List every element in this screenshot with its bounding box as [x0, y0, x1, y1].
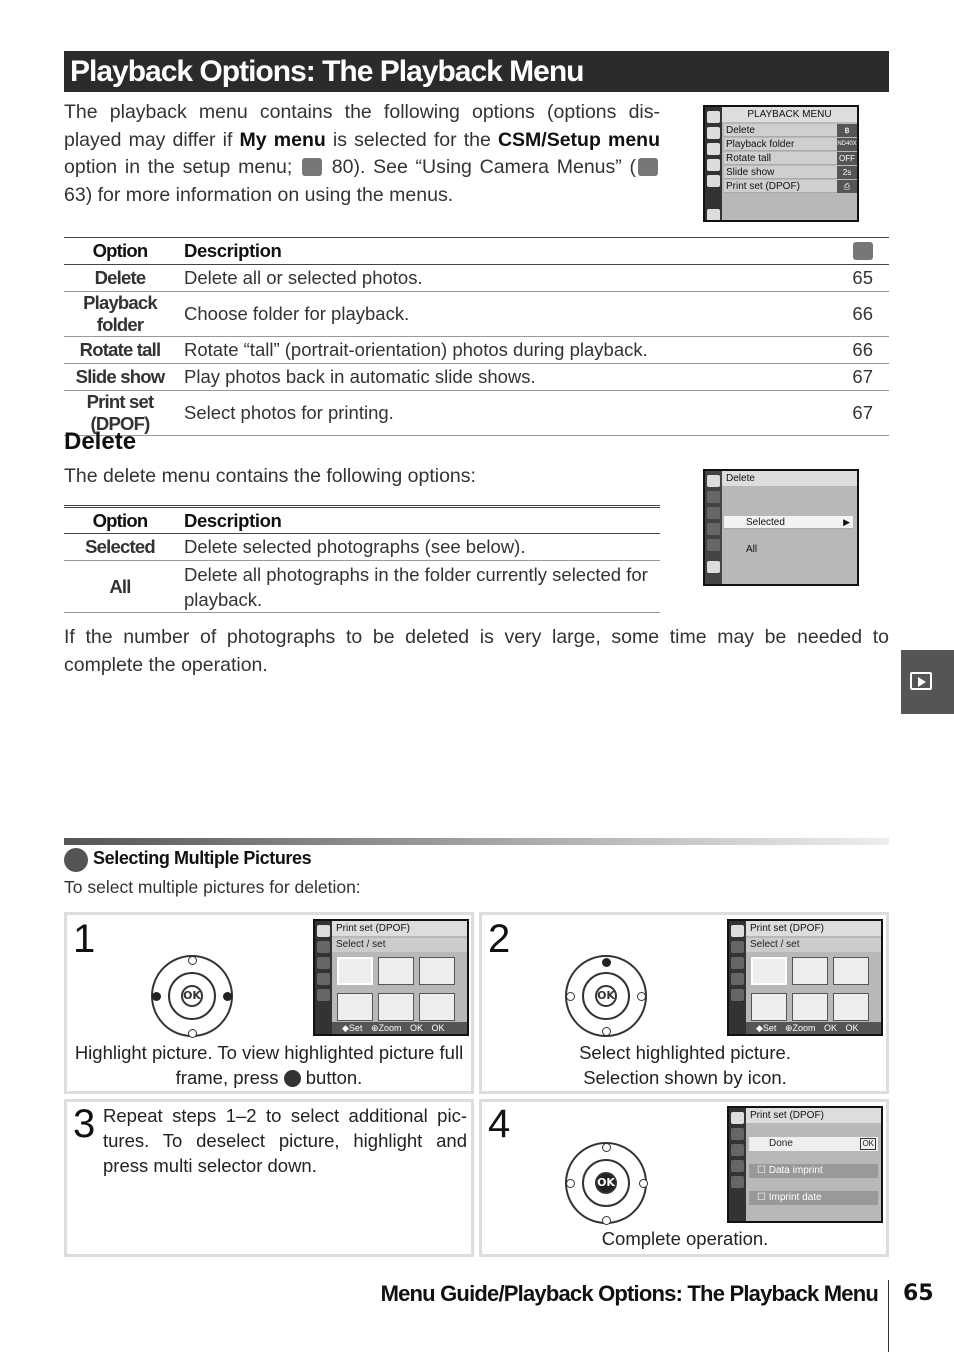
step-box-2: 2 OK Print set (DPOF) Select / set ◆Set ⊕Zoom OK OK Select highlighted picture. Selection shown by icon. [479, 912, 889, 1094]
table-row: Selected Delete selected photographs (see below). [64, 534, 660, 561]
screen-value: OFF [839, 154, 855, 163]
print-set-screen: Print set (DPOF) Select / set ◆Set ⊕Zoom OK OK [313, 919, 469, 1036]
page-reference-icon [302, 158, 322, 176]
thumbnail [378, 957, 414, 985]
left-arrow-icon [152, 992, 161, 1001]
delete-options-table [64, 505, 660, 613]
footer-title: Menu Guide/Playback Options: The Playback Menu [380, 1281, 878, 1306]
intro-text: option in the setup menu; [64, 156, 301, 178]
magnifier-icon [64, 848, 88, 872]
table-row: All Delete all photographs in the folder currently selected for playback. [64, 561, 660, 613]
intro-text: The playback menu contains the following options (options dis-played may differ if [64, 101, 660, 151]
menu-side-icons [705, 107, 722, 220]
data-imprint-row: ☐ Data imprint [749, 1164, 878, 1178]
playback-section-tab [901, 650, 954, 714]
delete-menu-screen [703, 469, 859, 586]
screen-title: PLAYBACK MENU [722, 107, 857, 122]
zoom-button-icon [284, 1070, 301, 1087]
page-number: 65 [903, 1281, 934, 1306]
page-title: Playback Options: The Playback Menu [64, 51, 889, 92]
thumbnail [833, 957, 869, 985]
playback-menu-screen [703, 105, 859, 222]
multi-selector [565, 955, 647, 1037]
step-box-1: 1 OK Print set (DPOF) Select / set ◆Set ⊕Zoom OK OK Highlight picture. To view highlighted picture full frame, press button. [64, 912, 474, 1094]
intro-bold-my-menu: My menu [239, 128, 326, 151]
thumbnail [378, 993, 414, 1021]
step-caption: Select highlighted picture. Selection shown by icon. [579, 1042, 791, 1088]
table-row: Rotate tall Rotate “tall” (portrait-orientation) photos during playback. 66 [64, 337, 889, 364]
multi-selector [565, 1142, 647, 1224]
step-caption: Highlight picture. To view highlighted picture full frame, press button. [74, 1042, 464, 1088]
ok-button-icon: OK [595, 1172, 617, 1194]
playback-icon [910, 672, 932, 690]
thumbnail [792, 957, 828, 985]
imprint-date-row: ☐ Imprint date [749, 1191, 878, 1205]
up-arrow-icon [602, 958, 611, 967]
intro-bold-csm: CSM/Setup menu [497, 128, 660, 151]
screen-value: 2s [837, 166, 857, 179]
step-box-4: 4 OK Print set (DPOF) Done OK ☐ Data imprint ☐ Imprint date Complete operation. [479, 1099, 889, 1257]
footer-divider [888, 1280, 889, 1352]
screen-row: Rotate tall [724, 152, 837, 165]
thumbnail [419, 957, 455, 985]
delete-heading: Delete [64, 428, 137, 455]
step-caption: Repeat steps 1–2 to select additional pic-tures. To deselect picture, highlight and press multi selector down. [103, 1105, 467, 1176]
screen-value: ฿ [837, 124, 857, 137]
tip-title: Selecting Multiple Pictures [93, 848, 312, 868]
multi-selector [151, 955, 233, 1037]
delete-note: If the number of photographs to be deleted is very large, some time may be needed to complete the operation. [64, 626, 889, 676]
thumbnail [419, 993, 455, 1021]
screen-row-selected: Selected ▶ [724, 516, 853, 529]
thumbnail [833, 993, 869, 1021]
print-set-done-screen: Print set (DPOF) Done OK ☐ Data imprint ☐ Imprint date [727, 1106, 883, 1223]
screen-value: ⎙ [837, 180, 857, 193]
table-header-row: Option Description [64, 507, 660, 534]
screen-row: Slide show [724, 166, 837, 179]
right-arrow-icon [223, 992, 232, 1001]
done-row: Done OK [749, 1137, 878, 1151]
thumbnail [792, 993, 828, 1021]
screen-value: ND40X [837, 138, 857, 151]
intro-paragraph [64, 99, 660, 209]
print-set-screen: Print set (DPOF) Select / set ◆Set ⊕Zoom OK OK [727, 919, 883, 1036]
table-row: Slide show Play photos back in automatic slide shows. 67 [64, 364, 889, 391]
step-box-3: 3 Repeat steps 1–2 to select additional pic-tures. To deselect picture, highlight and press multi selector down. [64, 1099, 474, 1257]
screen-row: All [724, 543, 853, 556]
table-row: Print set (DPOF) Select photos for printing. 67 [64, 391, 889, 436]
thumbnail [337, 957, 373, 985]
intro-text: 80). See “Using Camera Menus” ( [324, 156, 636, 178]
step-caption: Complete operation. [601, 1228, 769, 1249]
thumbnail [751, 993, 787, 1021]
playback-options-table [64, 237, 889, 436]
table-row: Delete Delete all or selected photos. 65 [64, 265, 889, 292]
screen-row: Delete [724, 124, 837, 137]
column-header-option: Option [92, 240, 148, 261]
thumbnail [337, 993, 373, 1021]
table-header-row [64, 238, 889, 265]
ok-button-icon: OK [181, 985, 203, 1007]
tip-intro: To select multiple pictures for deletion: [64, 877, 361, 897]
tip-divider [64, 838, 889, 845]
screen-row: Playback folder [724, 138, 837, 151]
screen-row: Print set (DPOF) [724, 180, 837, 193]
ok-button-icon: OK [595, 985, 617, 1007]
delete-intro: The delete menu contains the following options: [64, 465, 476, 487]
thumbnail [751, 957, 787, 985]
page-reference-icon [853, 242, 873, 260]
screen-title: Delete [722, 471, 857, 486]
intro-text: is selected for the [325, 128, 498, 151]
intro-text: 63) for more information on using the menus. [64, 183, 454, 206]
column-header-description: Description [184, 240, 282, 261]
table-row: Playback folder Choose folder for playback. 66 [64, 292, 889, 337]
page-reference-icon [638, 158, 658, 176]
